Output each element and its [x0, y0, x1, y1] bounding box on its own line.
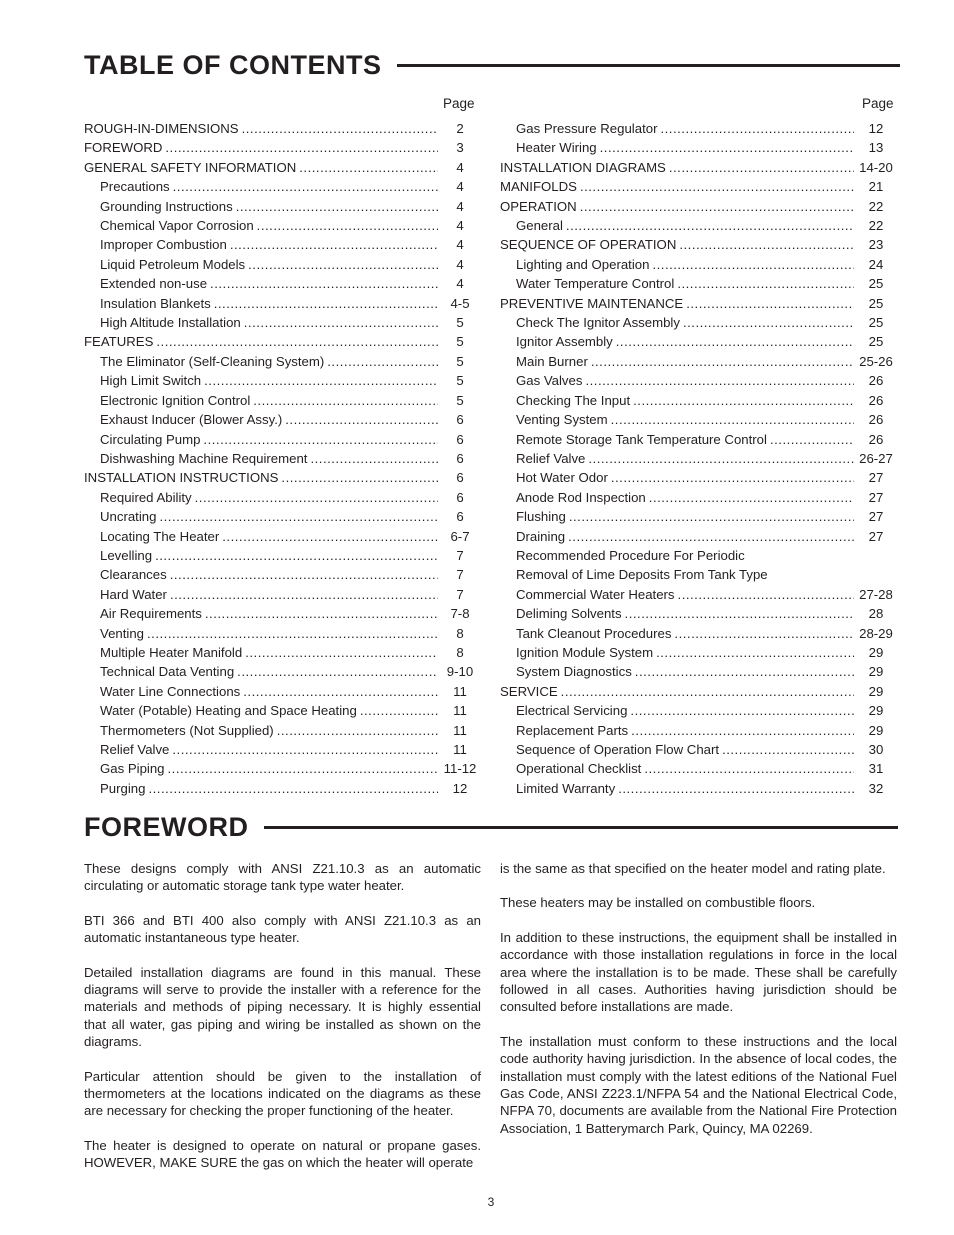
- toc-entry: [84, 604, 484, 623]
- dot-leader: [148, 781, 438, 796]
- toc-entry-title: Liquid Petroleum Models: [100, 256, 246, 272]
- dot-leader: [678, 587, 854, 602]
- dot-leader: [649, 490, 854, 505]
- toc-entry-title: Sequence of Operation Flow Chart: [516, 742, 720, 757]
- dot-leader: [770, 432, 854, 447]
- toc-entry-title: Required Ability: [100, 489, 192, 505]
- toc-entry-title: High Limit Switch: [100, 373, 202, 389]
- toc-entry-page: 4: [456, 159, 464, 175]
- foreword-paragraph: In addition to these instructions, the equipment shall be installed in accordance with those installation regulations in force in the local area where the installation is to be made. These shall be carefully followed in all cases. Authorities having jurisdiction should be consulted before installations are made.: [500, 929, 897, 1015]
- toc-entry-title: Water Line Connections: [100, 683, 241, 699]
- dot-leader: [299, 160, 438, 175]
- toc-entry-page: 25-26: [859, 353, 893, 369]
- foreword-paragraph: The heater is designed to operate on natural or propane gases. HOWEVER, MAKE SURE the gas on which the heater will operate: [84, 1137, 481, 1171]
- toc-entry-page: 26: [868, 392, 884, 408]
- toc-entry: [84, 449, 484, 468]
- toc-entry: [84, 507, 484, 526]
- toc-entry-title: Grounding Instructions: [100, 198, 233, 214]
- dot-leader: [168, 761, 438, 776]
- dot-leader: [285, 412, 438, 427]
- toc-entry-title: Technical Data Venting: [100, 664, 235, 680]
- dot-leader: [611, 470, 854, 485]
- toc-entry-title: General: [516, 218, 563, 234]
- heading-rule: [397, 64, 900, 67]
- toc-entry: [500, 565, 900, 584]
- dot-leader: [277, 723, 438, 738]
- dot-leader: [360, 703, 438, 718]
- toc-entry: [84, 352, 484, 371]
- toc-entry-page: 11: [453, 683, 467, 699]
- toc-entry-page: 11: [453, 722, 467, 738]
- toc-entry-title: Circulating Pump: [100, 431, 201, 447]
- toc-entry-title: Dishwashing Machine Requirement: [100, 450, 308, 466]
- foreword-paragraph: These designs comply with ANSI Z21.10.3 as an automatic circulating or automatic storage tank type water heater.: [84, 861, 481, 894]
- toc-entry-title: Ignition Module System: [516, 644, 654, 660]
- toc-entry: [84, 138, 484, 157]
- toc-entry-page: 29: [868, 644, 884, 660]
- toc-entry: [84, 779, 484, 798]
- toc-entry-title: Purging: [100, 780, 146, 796]
- dot-leader: [674, 626, 854, 641]
- dot-leader: [580, 179, 854, 194]
- toc-entry: [500, 643, 900, 662]
- toc-entry: [500, 682, 900, 701]
- toc-entry-page: 24: [868, 256, 884, 272]
- toc-entry-title: Gas Pressure Regulator: [516, 121, 658, 136]
- toc-entry: [84, 740, 484, 759]
- toc-entry-page: 6: [456, 412, 464, 428]
- toc-entry-page: 4: [456, 218, 464, 234]
- foreword-paragraph: Detailed installation diagrams are found in this manual. These diagrams will serve to provide the installer with a reference for the materials and methods of piping necessary. It is highly essential that all water, gas piping and wiring be installed as shown on the diagrams.: [84, 964, 481, 1050]
- foreword-right-column: [500, 860, 897, 1154]
- toc-entry-title: ROUGH-IN-DIMENSIONS: [84, 121, 239, 136]
- toc-entry-title: Venting System: [516, 412, 608, 428]
- dot-leader: [677, 276, 854, 291]
- toc-entry-title: Ignitor Assembly: [516, 334, 613, 350]
- dot-leader: [588, 451, 854, 466]
- toc-entry: [500, 546, 900, 565]
- toc-entry: [500, 158, 900, 177]
- toc-entry-page: 22: [868, 218, 884, 234]
- dot-leader: [243, 684, 438, 699]
- toc-entry-title: Main Burner: [516, 353, 588, 369]
- toc-entry: [84, 585, 484, 604]
- toc-entry: [500, 371, 900, 390]
- dot-leader: [669, 160, 854, 175]
- toc-entry-page: 25: [868, 276, 884, 292]
- toc-entry-title: Gas Piping: [100, 761, 165, 777]
- toc-entry-page: 22: [868, 198, 884, 214]
- toc-entry-title: FOREWORD: [84, 140, 163, 156]
- toc-entry: [500, 449, 900, 468]
- dot-leader: [159, 509, 438, 524]
- toc-entry-page: 29: [868, 722, 884, 738]
- dot-leader: [566, 218, 854, 233]
- toc-left-column: [84, 119, 484, 798]
- toc-entry-title: Electrical Servicing: [516, 703, 628, 719]
- toc-entry-page: 25: [868, 315, 884, 331]
- toc-entry-title: Operational Checklist: [516, 761, 642, 777]
- dot-leader: [222, 529, 438, 544]
- toc-entry-title: Electronic Ignition Control: [100, 392, 251, 408]
- toc-entry-page: 4: [456, 237, 464, 253]
- dot-leader: [244, 315, 438, 330]
- toc-entry: [84, 662, 484, 681]
- toc-entry: [500, 759, 900, 778]
- toc-entry-title: Check The Ignitor Assembly: [516, 315, 680, 331]
- toc-entry: [500, 488, 900, 507]
- toc-entry-page: 5: [456, 373, 464, 389]
- dot-leader: [310, 451, 438, 466]
- dot-leader: [660, 121, 854, 136]
- toc-entry-page: 23: [868, 237, 884, 253]
- toc-entry-page: 11: [453, 742, 467, 757]
- toc-entry-page: 13: [868, 140, 884, 156]
- toc-entry: [84, 682, 484, 701]
- toc-entry-page: 27: [868, 470, 884, 486]
- toc-entry-title: The Eliminator (Self-Cleaning System): [100, 353, 325, 369]
- toc-entry-title: Extended non-use: [100, 276, 208, 292]
- toc-entry-title: Thermometers (Not Supplied): [100, 722, 274, 738]
- toc-entry-title: Hot Water Odor: [516, 470, 608, 486]
- toc-entry-page: 6: [456, 450, 464, 466]
- toc-entry: [84, 313, 484, 332]
- toc-entry-page: 12: [868, 121, 884, 136]
- dot-leader: [591, 354, 854, 369]
- toc-entry: [84, 294, 484, 313]
- heading-rule: [264, 826, 898, 829]
- dot-leader: [652, 257, 854, 272]
- toc-entry: [500, 430, 900, 449]
- toc-entry: [84, 488, 484, 507]
- toc-entry: [84, 274, 484, 293]
- toc-entry-page: 7: [456, 586, 464, 602]
- dot-leader: [633, 393, 854, 408]
- toc-entry: [84, 643, 484, 662]
- dot-leader: [230, 237, 438, 252]
- toc-entry: [500, 313, 900, 332]
- toc-entry-page: 12: [452, 780, 468, 796]
- dot-leader: [257, 218, 438, 233]
- toc-entry-page: 27: [868, 509, 884, 525]
- toc-entry: [84, 721, 484, 740]
- foreword-title: FOREWORD: [84, 812, 249, 842]
- toc-entry: [500, 352, 900, 371]
- toc-entry-title: Clearances: [100, 567, 167, 583]
- toc-entry-title: Air Requirements: [100, 606, 202, 622]
- toc-entry-page: 4: [456, 198, 464, 214]
- toc-entry-title: Improper Combustion: [100, 237, 227, 253]
- toc-entry: [84, 255, 484, 274]
- dot-leader: [203, 432, 438, 447]
- toc-entry-title: Limited Warranty: [516, 780, 616, 796]
- toc-entry: [500, 604, 900, 623]
- toc-entry-page: 7-8: [450, 606, 470, 622]
- toc-entry-page: 5: [456, 392, 464, 408]
- toc-entry-title: Uncrating: [100, 509, 157, 525]
- toc-entry-page: 6: [456, 431, 464, 447]
- dot-leader: [242, 121, 438, 136]
- toc-entry-title: OPERATION: [500, 198, 577, 214]
- toc-entry: [500, 410, 900, 429]
- toc-entry-title: INSTALLATION DIAGRAMS: [500, 159, 666, 175]
- foreword-heading: [84, 812, 898, 843]
- toc-entry: [500, 255, 900, 274]
- toc-entry-page: 21: [868, 179, 884, 195]
- toc-entry-page: 4: [456, 179, 464, 195]
- toc-entry-page: 26: [868, 431, 884, 447]
- toc-entry-page: 5: [456, 315, 464, 331]
- toc-entry-page: 5: [456, 334, 464, 350]
- toc-entry: [500, 294, 900, 313]
- dot-leader: [631, 723, 854, 738]
- dot-leader: [656, 645, 854, 660]
- toc-entry-page: 26: [868, 412, 884, 428]
- toc-entry: [84, 430, 484, 449]
- dot-leader: [618, 781, 854, 796]
- toc-entry: [84, 527, 484, 546]
- toc-entry-page: 5: [456, 353, 464, 369]
- toc-entry-title: Draining: [516, 528, 566, 544]
- dot-leader: [616, 334, 854, 349]
- dot-leader: [630, 703, 854, 718]
- foreword-paragraph: BTI 366 and BTI 400 also comply with ANSI Z21.10.3 as an automatic instantaneous type heater.: [84, 912, 481, 946]
- toc-entry: [84, 624, 484, 643]
- dot-leader: [195, 490, 438, 505]
- toc-entry-title: Hard Water: [100, 586, 167, 602]
- toc-entry: [84, 158, 484, 177]
- toc-entry-title: Chemical Vapor Corrosion: [100, 218, 254, 234]
- toc-entry: [84, 197, 484, 216]
- dot-leader: [580, 199, 854, 214]
- toc-entry: [84, 546, 484, 565]
- toc-entry-page: 27-28: [859, 586, 893, 602]
- toc-entry-page: 4-5: [450, 295, 470, 311]
- toc-entry-title: Heater Wiring: [516, 140, 597, 156]
- toc-entry-page: 32: [868, 780, 884, 796]
- toc-entry: [500, 624, 900, 643]
- dot-leader: [600, 140, 854, 155]
- toc-entry-page: 6: [456, 489, 464, 505]
- toc-entry: [500, 740, 900, 759]
- toc-entry: [500, 138, 900, 157]
- dot-leader: [683, 315, 854, 330]
- toc-entry: [500, 235, 900, 254]
- toc-entry: [84, 235, 484, 254]
- page-number: 3: [487, 1195, 495, 1209]
- toc-entry-page: 6: [456, 470, 464, 486]
- dot-leader: [147, 626, 438, 641]
- dot-leader: [561, 684, 854, 699]
- toc-heading: [84, 50, 900, 81]
- toc-entry-page: 7: [456, 547, 464, 563]
- toc-entry-title: Locating The Heater: [100, 528, 220, 544]
- toc-entry-title: Remote Storage Tank Temperature Control: [516, 431, 767, 447]
- toc-entry: [84, 468, 484, 487]
- toc-entry-title: Tank Cleanout Procedures: [516, 625, 672, 641]
- toc-entry-page: 25: [868, 295, 884, 311]
- toc-title: TABLE OF CONTENTS: [84, 50, 382, 80]
- toc-entry-title: GENERAL SAFETY INFORMATION: [84, 159, 297, 175]
- toc-entry-page: 6: [456, 509, 464, 525]
- toc-entry-title: MANIFOLDS: [500, 179, 577, 195]
- toc-entry-title: Recommended Procedure For Periodic: [516, 547, 745, 563]
- toc-entry: [500, 585, 900, 604]
- dot-leader: [635, 664, 854, 679]
- toc-entry: [500, 779, 900, 798]
- toc-entry: [84, 759, 484, 778]
- toc-entry: [500, 274, 900, 293]
- toc-entry-title: PREVENTIVE MAINTENANCE: [500, 295, 684, 311]
- dot-leader: [281, 470, 438, 485]
- dot-leader: [245, 645, 438, 660]
- toc-entry: [84, 371, 484, 390]
- toc-entry-page: 30: [868, 742, 884, 757]
- dot-leader: [625, 606, 854, 621]
- dot-leader: [205, 606, 438, 621]
- toc-entry-page: 7: [456, 567, 464, 583]
- toc-entry-title: Removal of Lime Deposits From Tank Type: [516, 567, 768, 583]
- dot-leader: [585, 373, 854, 388]
- toc-entry: [500, 468, 900, 487]
- dot-leader: [327, 354, 438, 369]
- page-column-label: Page: [443, 96, 475, 111]
- toc-entry-title: Anode Rod Inspection: [516, 489, 646, 505]
- toc-entry-title: Relief Valve: [516, 450, 586, 466]
- toc-entry-title: Checking The Input: [516, 392, 631, 408]
- toc-entry-title: Exhaust Inducer (Blower Assy.): [100, 412, 283, 428]
- dot-leader: [686, 296, 854, 311]
- toc-entry-page: 26: [868, 373, 884, 389]
- toc-entry-title: Deliming Solvents: [516, 606, 622, 622]
- dot-leader: [214, 296, 438, 311]
- toc-entry-page: 26-27: [859, 450, 893, 466]
- toc-entry-page: 29: [868, 683, 884, 699]
- toc-entry: [500, 507, 900, 526]
- dot-leader: [170, 587, 438, 602]
- toc-entry: [500, 177, 900, 196]
- dot-leader: [568, 529, 854, 544]
- toc-entry-title: Precautions: [100, 179, 170, 195]
- toc-entry-title: Commercial Water Heaters: [516, 586, 675, 602]
- toc-entry-title: Water (Potable) Heating and Space Heating: [100, 703, 357, 719]
- toc-entry-page: 28: [868, 606, 884, 622]
- toc-entry-page: 29: [868, 703, 884, 719]
- dot-leader: [172, 742, 438, 757]
- toc-entry: [84, 177, 484, 196]
- toc-entry-page: 29: [868, 664, 884, 680]
- toc-entry: [84, 332, 484, 351]
- foreword-paragraph: These heaters may be installed on combustible floors.: [500, 895, 816, 911]
- toc-right-column: [500, 119, 900, 798]
- toc-entry-page: 2: [456, 121, 464, 136]
- toc-entry-title: FEATURES: [84, 334, 154, 350]
- dot-leader: [156, 334, 438, 349]
- toc-entry-title: Replacement Parts: [516, 722, 629, 738]
- foreword-left-column: [84, 860, 481, 1189]
- dot-leader: [204, 373, 438, 388]
- toc-entry-title: Water Temperature Control: [516, 276, 675, 292]
- toc-entry: [84, 216, 484, 235]
- toc-entry-page: 6-7: [450, 528, 470, 544]
- toc-entry-title: Multiple Heater Manifold: [100, 644, 243, 660]
- foreword-paragraph: Particular attention should be given to the installation of thermometers at the locations indicated on the diagrams as these are necessary for checking the proper functioning of the heater.: [84, 1068, 481, 1119]
- toc-entry-title: INSTALLATION INSTRUCTIONS: [84, 470, 279, 486]
- toc-entry-page: 11: [453, 703, 467, 719]
- dot-leader: [611, 412, 854, 427]
- toc-entry: [84, 701, 484, 720]
- toc-entry-page: 3: [456, 140, 464, 156]
- toc-entry-title: SEQUENCE OF OPERATION: [500, 237, 677, 253]
- dot-leader: [236, 199, 438, 214]
- dot-leader: [569, 509, 854, 524]
- toc-entry-page: 28-29: [859, 625, 893, 641]
- toc-entry-page: 14-20: [859, 159, 893, 175]
- toc-entry: [84, 391, 484, 410]
- toc-entry-title: Venting: [100, 625, 144, 641]
- toc-entry: [500, 721, 900, 740]
- dot-leader: [170, 567, 438, 582]
- toc-entry: [84, 565, 484, 584]
- toc-entry-title: SERVICE: [500, 683, 558, 699]
- dot-leader: [237, 664, 438, 679]
- toc-entry: [500, 391, 900, 410]
- toc-entry-page: 4: [456, 256, 464, 272]
- toc-entry-title: Gas Valves: [516, 373, 583, 389]
- toc-entry-title: System Diagnostics: [516, 664, 632, 680]
- toc-entry-title: Insulation Blankets: [100, 295, 211, 311]
- dot-leader: [253, 393, 438, 408]
- toc-entry-title: Relief Valve: [100, 742, 170, 757]
- toc-entry: [500, 662, 900, 681]
- toc-entry-page: 8: [456, 625, 464, 641]
- page-column-label: Page: [862, 96, 894, 111]
- toc-entry: [500, 701, 900, 720]
- dot-leader: [679, 237, 854, 252]
- foreword-paragraph: is the same as that specified on the heater model and rating plate.: [500, 861, 886, 876]
- toc-entry: [500, 332, 900, 351]
- dot-leader: [165, 140, 438, 155]
- toc-entry-title: Levelling: [100, 547, 153, 563]
- toc-entry-page: 11-12: [443, 761, 477, 777]
- toc-entry: [500, 527, 900, 546]
- toc-entry-page: 27: [868, 528, 884, 544]
- toc-entry: [84, 410, 484, 429]
- toc-entry: [500, 216, 900, 235]
- toc-entry: [500, 197, 900, 216]
- dot-leader: [210, 276, 438, 291]
- toc-entry-title: Lighting and Operation: [516, 256, 650, 272]
- toc-entry: [500, 119, 900, 138]
- toc-entry-page: 4: [456, 276, 464, 292]
- dot-leader: [155, 548, 438, 563]
- toc-entry-page: 9-10: [446, 664, 474, 680]
- foreword-paragraph: The installation must conform to these instructions and the local code authority having jurisdiction. In the absence of local codes, the installation must comply with the latest editions of the National Fuel Gas Code, ANSI Z223.1/NFPA 54 and the National Electrical Code, NFPA 70, documents are available from the National Fire Protection Association, 1 Batterymarch Park, Quincy, MA 02269.: [500, 1033, 897, 1136]
- toc-entry-page: 8: [456, 644, 464, 660]
- toc-entry: [84, 119, 484, 138]
- dot-leader: [722, 742, 854, 757]
- toc-entry-page: 27: [868, 489, 884, 505]
- dot-leader: [644, 761, 854, 776]
- toc-entry-page: 31: [868, 761, 884, 777]
- toc-entry-title: Flushing: [516, 509, 566, 525]
- toc-entry-title: High Altitude Installation: [100, 315, 241, 331]
- toc-entry-page: 25: [868, 334, 884, 350]
- dot-leader: [173, 179, 438, 194]
- dot-leader: [248, 257, 438, 272]
